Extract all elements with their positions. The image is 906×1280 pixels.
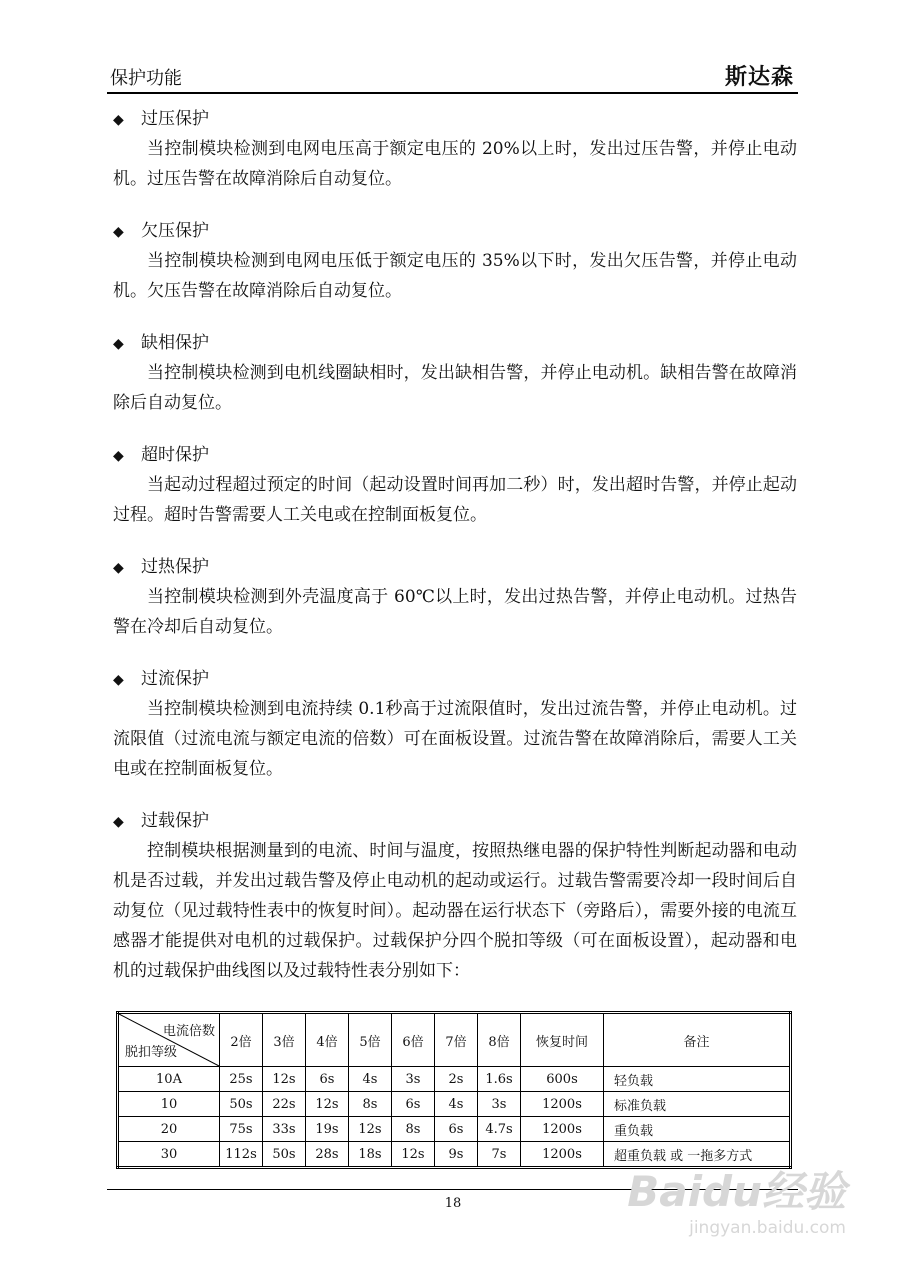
- diamond-bullet-icon: ◆: [113, 814, 124, 830]
- watermark-brand: Baidu经验: [627, 1167, 846, 1216]
- table-cell: 3s: [478, 1092, 521, 1117]
- section-title: 过热保护: [141, 557, 209, 577]
- section-paragraph: 当控制模块检测到电机线圈缺相时，发出缺相告警，并停止电动机。缺相告警在故障消除后自动复位。: [113, 363, 797, 413]
- table-cell: 112s: [220, 1142, 263, 1168]
- section-title: 过压保护: [141, 109, 209, 129]
- table-cell: 1200s: [521, 1142, 604, 1168]
- table-cell: 12s: [306, 1092, 349, 1117]
- section-phase-loss: [113, 328, 797, 418]
- table-cell: 9s: [435, 1142, 478, 1168]
- section-overheat: [113, 552, 797, 642]
- table-cell: 6s: [306, 1067, 349, 1092]
- corner-label-trip-class: 脱扣等级: [125, 1045, 178, 1060]
- table-cell: 30: [118, 1142, 220, 1168]
- section-title: 过流保护: [141, 669, 209, 689]
- table-cell: 8s: [392, 1117, 435, 1142]
- table-cell: 22s: [263, 1092, 306, 1117]
- section-title: 超时保护: [141, 445, 209, 465]
- diamond-bullet-icon: ◆: [113, 672, 124, 688]
- section-title: 欠压保护: [141, 221, 209, 241]
- diamond-bullet-icon: ◆: [113, 224, 124, 240]
- brand-logo: 斯达森: [724, 65, 794, 90]
- table-cell: 600s: [521, 1067, 604, 1092]
- table-cell: 10: [118, 1092, 220, 1117]
- section-heading: [113, 104, 797, 134]
- column-header: 3倍: [263, 1013, 306, 1067]
- table-cell: 超重负载 或 一拖多方式: [604, 1142, 791, 1168]
- table-cell: 2s: [435, 1067, 478, 1092]
- table-cell: 33s: [263, 1117, 306, 1142]
- table-cell: 12s: [392, 1142, 435, 1168]
- table-cell: 10A: [118, 1067, 220, 1092]
- column-header: 6倍: [392, 1013, 435, 1067]
- table-cell: 50s: [220, 1092, 263, 1117]
- table-cell: 20: [118, 1117, 220, 1142]
- table-row: [118, 1117, 791, 1142]
- section-paragraph: 当起动过程超过预定的时间（起动设置时间再加二秒）时，发出超时告警，并停止起动过程。超时告警需要人工关电或在控制面板复位。: [113, 475, 797, 525]
- section-paragraph: 当控制模块检测到电网电压高于额定电压的 20%以上时，发出过压告警，并停止电动机。过压告警在故障消除后自动复位。: [113, 139, 797, 189]
- table-cell: 25s: [220, 1067, 263, 1092]
- section-paragraph: 控制模块根据测量到的电流、时间与温度，按照热继电器的保护特性判断起动器和电动机是否过载，并发出过载告警及停止电动机的起动或运行。过载告警需要冷却一段时间后自动复位（见过载特性表中的恢复时间）。起动器在运行状态下（旁路后），需要外接的电流互感器才能提供对电机的过载保护。过载保护分四个脱扣等级（可在面板设置），起动器和电机的过载保护曲线图以及过载特性表分别如下：: [113, 841, 797, 981]
- section-overcurrent: [113, 664, 797, 784]
- table-cell: 28s: [306, 1142, 349, 1168]
- table-row: [118, 1067, 791, 1092]
- table-cell: 8s: [349, 1092, 392, 1117]
- section-paragraph: 当控制模块检测到电流持续 0.1秒高于过流限值时，发出过流告警，并停止电动机。过流限值（过流电流与额定电流的倍数）可在面板设置。过流告警在故障消除后，需要人工关电或在控制面板复位。: [113, 699, 797, 779]
- section-overvoltage: [113, 104, 797, 194]
- table-cell: 4.7s: [478, 1117, 521, 1142]
- section-paragraph: 当控制模块检测到外壳温度高于 60℃以上时，发出过热告警，并停止电动机。过热告警在冷却后自动复位。: [113, 587, 797, 637]
- table-cell: 18s: [349, 1142, 392, 1168]
- table-cell: 75s: [220, 1117, 263, 1142]
- table-cell: 4s: [349, 1067, 392, 1092]
- table-cell: 6s: [435, 1117, 478, 1142]
- section-title: 过载保护: [141, 811, 209, 831]
- diamond-bullet-icon: ◆: [113, 448, 124, 464]
- table-cell: 7s: [478, 1142, 521, 1168]
- diamond-bullet-icon: ◆: [113, 560, 124, 576]
- section-undervoltage: [113, 216, 797, 306]
- section-heading: [113, 440, 797, 470]
- header-divider: [107, 92, 798, 94]
- table-cell: 重负载: [604, 1117, 791, 1142]
- corner-label-multiple: 电流倍数: [162, 1024, 215, 1039]
- table-cell: 6s: [392, 1092, 435, 1117]
- table-cell: 轻负载: [604, 1067, 791, 1092]
- table-cell: 3s: [392, 1067, 435, 1092]
- section-heading: [113, 328, 797, 358]
- table-cell: 1.6s: [478, 1067, 521, 1092]
- table-cell: 标准负载: [604, 1092, 791, 1117]
- document-body: [113, 104, 797, 1008]
- column-header: 2倍: [220, 1013, 263, 1067]
- section-heading: [113, 806, 797, 836]
- table-cell: 4s: [435, 1092, 478, 1117]
- section-paragraph: 当控制模块检测到电网电压低于额定电压的 35%以下时，发出欠压告警，并停止电动机。欠压告警在故障消除后自动复位。: [113, 251, 797, 301]
- column-header: 5倍: [349, 1013, 392, 1067]
- section-heading: [113, 552, 797, 582]
- page-number: 18: [444, 1196, 462, 1211]
- section-heading: [113, 216, 797, 246]
- column-header: 备注: [604, 1013, 791, 1067]
- table-row: [118, 1092, 791, 1117]
- table-cell: 12s: [263, 1067, 306, 1092]
- column-header: 7倍: [435, 1013, 478, 1067]
- column-header: 4倍: [306, 1013, 349, 1067]
- overload-characteristics-table: [116, 1011, 792, 1169]
- table-cell: 1200s: [521, 1117, 604, 1142]
- diamond-bullet-icon: ◆: [113, 336, 124, 352]
- diamond-bullet-icon: ◆: [113, 112, 124, 128]
- table-cell: 1200s: [521, 1092, 604, 1117]
- section-heading: [113, 664, 797, 694]
- column-header: 8倍: [478, 1013, 521, 1067]
- table-cell: 50s: [263, 1142, 306, 1168]
- table-header-row: [118, 1013, 791, 1067]
- table-cell: 19s: [306, 1117, 349, 1142]
- section-timeout: [113, 440, 797, 530]
- watermark-url: jingyan.baidu.com: [689, 1218, 846, 1238]
- column-header: 恢复时间: [521, 1013, 604, 1067]
- watermark: [627, 1167, 846, 1238]
- section-title: 缺相保护: [141, 333, 209, 353]
- table-corner-cell: [118, 1013, 220, 1067]
- section-overload: [113, 806, 797, 986]
- page-header-title: 保护功能: [110, 68, 182, 89]
- table-row: [118, 1142, 791, 1168]
- table-cell: 12s: [349, 1117, 392, 1142]
